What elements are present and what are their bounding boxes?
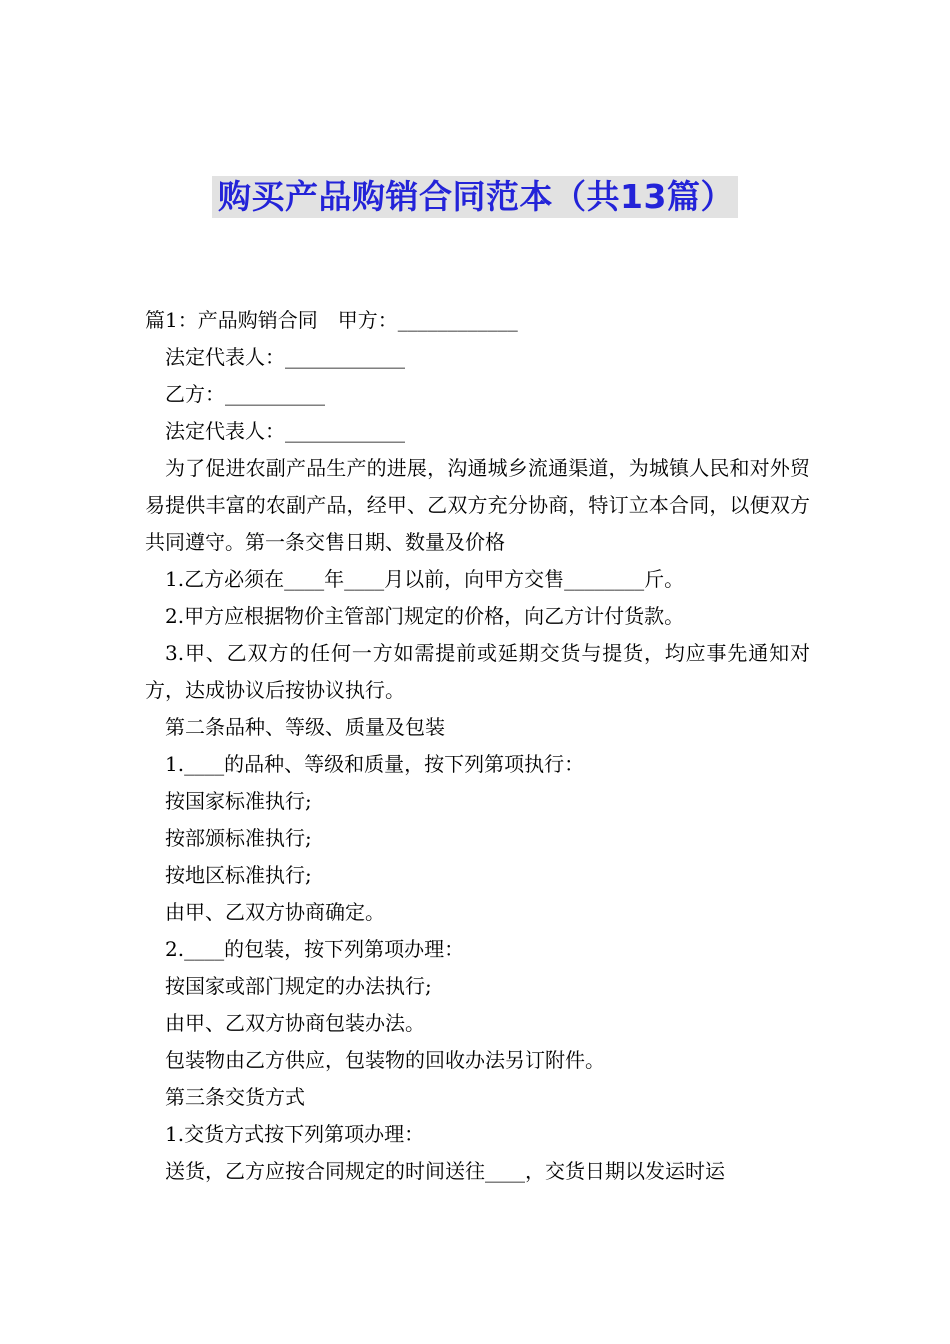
paragraph-14: 由甲、乙双方协商确定。 xyxy=(165,900,385,924)
paragraph-7: 2.甲方应根据物价主管部门规定的价格，向乙方计付货款。 xyxy=(165,604,685,628)
paragraph-13: 按地区标准执行; xyxy=(165,863,312,887)
document-body xyxy=(145,302,810,1190)
paragraph-20: 1.交货方式按下列第项办理： xyxy=(165,1122,425,1146)
paragraph-3: 乙方：__________ xyxy=(165,382,325,406)
paragraph-5: 为了促进农副产品生产的进展，沟通城乡流通渠道，为城镇人民和对外贸易提供丰富的农副产品，经甲、乙双方充分协商，特订立本合同，以便双方共同遵守。第一条交售日期、数量及价格 xyxy=(145,456,810,554)
paragraph-19: 第三条交货方式 xyxy=(165,1085,305,1109)
paragraph-21: 送货，乙方应按合同规定的时间送往____，交货日期以发运时运 xyxy=(165,1159,725,1183)
paragraph-15: 2.____的包装，按下列第项办理： xyxy=(165,937,465,961)
paragraph-1: 篇1：产品购销合同 甲方：____________ xyxy=(145,308,518,332)
paragraph-10: 1.____的品种、等级和质量，按下列第项执行： xyxy=(165,752,585,776)
paragraph-18: 包装物由乙方供应，包装物的回收办法另订附件。 xyxy=(165,1048,605,1072)
paragraph-17: 由甲、乙双方协商包装办法。 xyxy=(165,1011,425,1035)
paragraph-12: 按部颁标准执行; xyxy=(165,826,312,850)
paragraph-9: 第二条品种、等级、质量及包装 xyxy=(165,715,445,739)
paragraph-16: 按国家或部门规定的办法执行; xyxy=(165,974,432,998)
paragraph-6: 1.乙方必须在____年____月以前，向甲方交售________斤。 xyxy=(165,567,685,591)
title-wrapper xyxy=(0,176,950,218)
paragraph-4: 法定代表人：____________ xyxy=(165,419,405,443)
document-title: 购买产品购销合同范本（共13篇） xyxy=(212,176,738,218)
paragraph-11: 按国家标准执行; xyxy=(165,789,312,813)
paragraph-2: 法定代表人：____________ xyxy=(165,345,405,369)
paragraph-8: 3.甲、乙双方的任何一方如需提前或延期交货与提货，均应事先通知对方，达成协议后按协议执行。 xyxy=(145,641,810,702)
